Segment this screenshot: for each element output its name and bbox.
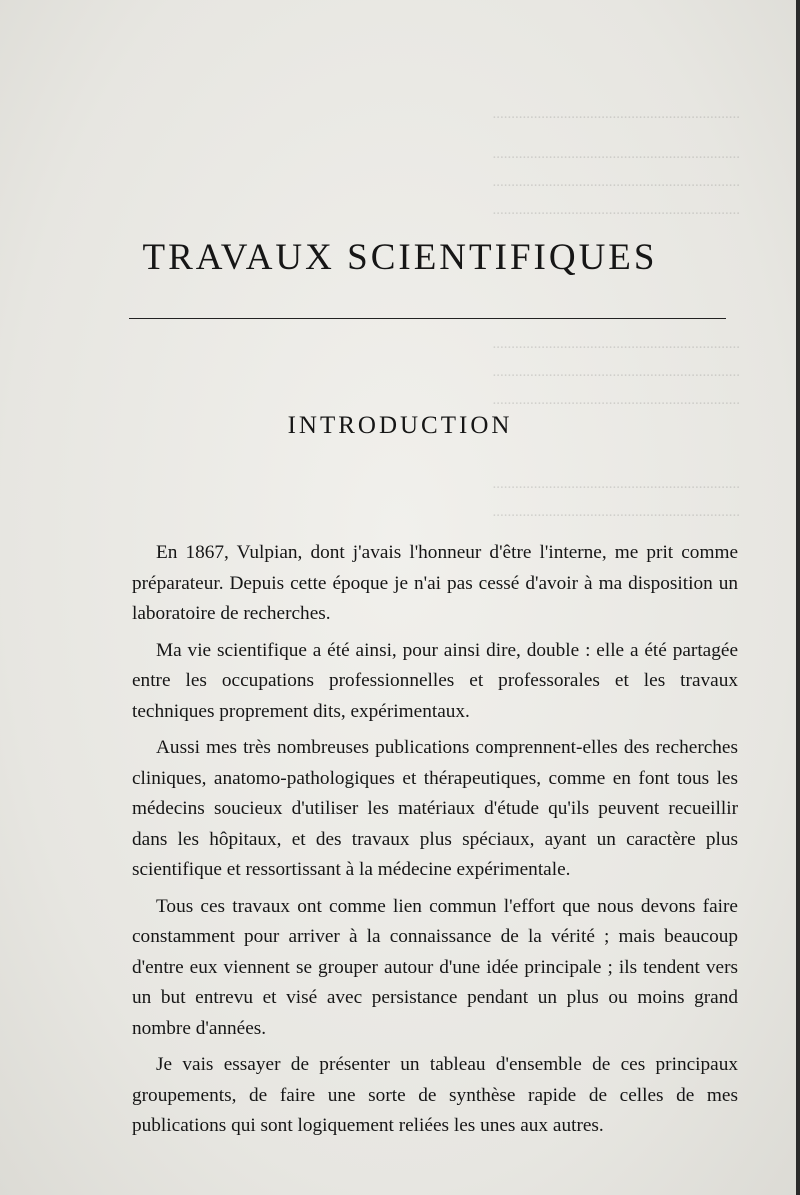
paragraph: En 1867, Vulpian, dont j'avais l'honneur d'être l'interne, me prit comme préparateur. Depuis cette époque je n'ai pas cessé d'avoir à ma disposition un laboratoire de recherches. [132,542,738,624]
paragraph: Je vais essayer de présenter un tableau d'ensemble de ces principaux groupements, de faire une sorte de synthèse rapide de celles de mes publications qui sont logiquement reliées les unes aux autres. [132,1054,738,1136]
page-title: TRAVAUX SCIENTIFIQUES [142,237,658,278]
paragraph: Tous ces travaux ont comme lien commun l'effort que nous devons faire constamment pour arriver à la connaissance de la vérité ; mais beaucoup d'entre eux viennent se grouper autour d'une idée principale ; ils tendent vers un but entrevu et visé avec persistance pendant un plus ou moins grand nombre d'années. [132,895,738,1039]
paragraph: Aussi mes très nombreuses publications comprennent-elles des recherches cliniques, anatomo-pathologiques et thérapeutiques, comme en font tous les médecins soucieux d'utiliser les matériaux d'étude qu'ils peuvent recueillir dans les hôpitaux, et des travaux plus spéciaux, ayant un caractère plus scientifique et ressortissant à la médecine expérimentale. [132,737,738,880]
title-divider [129,318,726,319]
scanned-page: .................................................................. .................................................................. .................................................................. .................................................................. .................................................................. .................................................................. .................................................................. .................................................................. .................................................................. TRAVAUX SCIENTIFIQUES INTRODUCTION En 1867, Vulpian, dont j'avais l'honneur d'être l'interne, me prit comme préparateur. Depuis cette époque je n'ai pas cessé d'avoir à ma disposition un laboratoire de recherches. Ma vie scientifique a été ainsi, pour ainsi dire, double : elle a été partagée entre les occupations professionnelles et professorales et les travaux techniques proprement dits, expérimentaux. Aussi mes très nombreuses publications comprennent-elles des recherches cliniques, anatomo-pathologiques et thérapeutiques, comme en font tous les médecins soucieux d'utiliser les matériaux d'étude qu'ils peuvent recueillir dans les hôpitaux, et des travaux plus spéciaux, ayant un caractère plus scientifique et ressortissant à la médecine expérimentale. Tous ces travaux ont comme lien commun l'effort que nous devons faire constamment pour arriver à la connaissance de la vérité ; mais beaucoup d'entre eux viennent se grouper autour d'une idée principale ; ils tendent vers un but entrevu et visé avec persistance pendant un plus ou moins grand nombre d'années. Je vais essayer de présenter un tableau d'ensemble de ces principaux groupements, de faire une sorte de synthèse rapide de celles de mes publications qui sont logiquement reliées les unes aux autres. [0,0,800,1195]
paragraph: Ma vie scientifique a été ainsi, pour ainsi dire, double : elle a été partagée entre les occupations professionnelles et professorales et les travaux techniques proprement dits, expérimentaux. [132,639,738,722]
body-text [132,538,738,1148]
section-heading: INTRODUCTION [287,412,513,439]
